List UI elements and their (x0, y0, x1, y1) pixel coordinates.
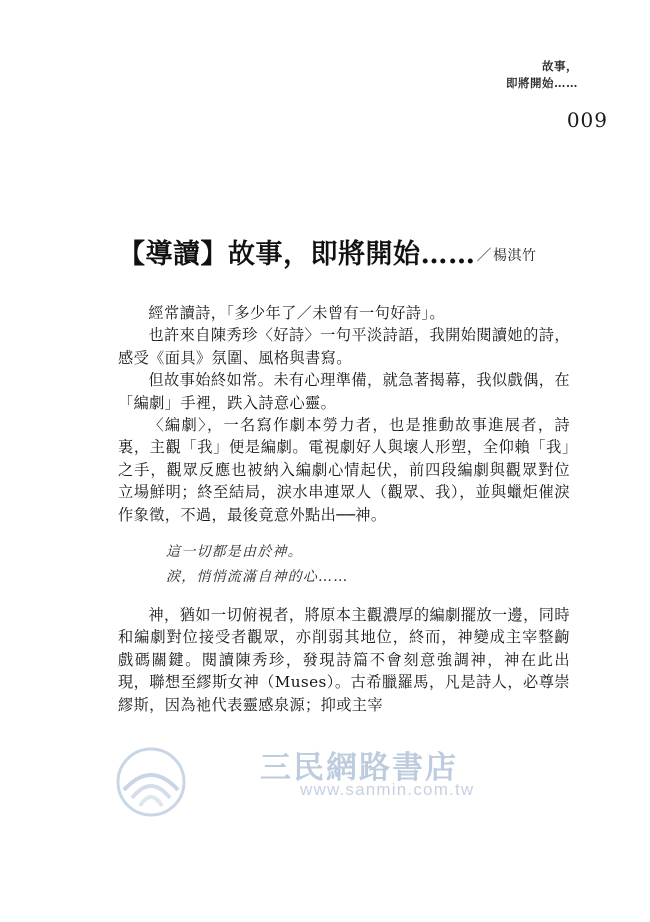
paragraph: 但故事始終如常。未有心理準備，就急著揭幕，我似戲偶，在「編劇」手裡，跌入詩意心靈。 (118, 371, 570, 412)
watermark-brand-text: 三民網路書店 (260, 750, 458, 786)
watermark-url-text: www.sanmin.com.tw (300, 780, 475, 799)
paragraph: 神，猶如一切俯視者，將原本主觀濃厚的編劇擺放一邊，同時和編劇對位接受者觀眾，亦削弱其地位，終而，神變成主宰整齣戲碼關鍵。閱讀陳秀珍，發現詩篇不會刻意強調神，神在此出現，聯想至繆斯女神（Muses）。古希臘羅馬，凡是詩人，必尊崇繆斯，因為祂代表靈感泉源；抑或主宰 (118, 606, 570, 714)
quote-line: 這一切都是由於神。 (166, 544, 303, 561)
byline-separator: ／ (476, 246, 493, 264)
running-header-line-2: 即將開始…… (506, 75, 578, 90)
body-text (118, 302, 570, 716)
page-title (118, 232, 578, 271)
byline-author: 楊淇竹 (493, 248, 537, 264)
running-header-line-1: 故事， (542, 59, 578, 73)
paragraph: 經常讀詩，「多少年了／未曾有一句好詩」。 (148, 304, 445, 322)
title-main-text: 【導讀】故事，即將開始…… (118, 239, 476, 270)
running-header (506, 58, 578, 91)
page-number: 009 (566, 108, 608, 132)
paragraph: 也許來自陳秀珍〈好詩〉一句平淡詩語，我開始閱讀她的詩，感受《面具》氛圍、風格與書寫。 (118, 326, 570, 367)
quoted-poem-block (118, 540, 570, 590)
watermark-logo-icon (112, 746, 190, 818)
paragraph: 〈編劇〉，一名寫作劇本勞力者，也是推動故事進展者，詩裏，主觀「我」便是編劇。電視劇好人與壞人形塑，全仰賴「我」之手，觀眾反應也被納入編劇心情起伏，前四段編劇與觀眾對位立場鮮明；終至結局，淚水串連眾人（觀眾、我），並與蠟炬催淚作象徵，不過，最後竟意外點出──神。 (118, 416, 570, 524)
quote-line: 淚，悄悄流滿自神的心…… (166, 569, 349, 586)
bookstore-watermark (112, 742, 542, 826)
